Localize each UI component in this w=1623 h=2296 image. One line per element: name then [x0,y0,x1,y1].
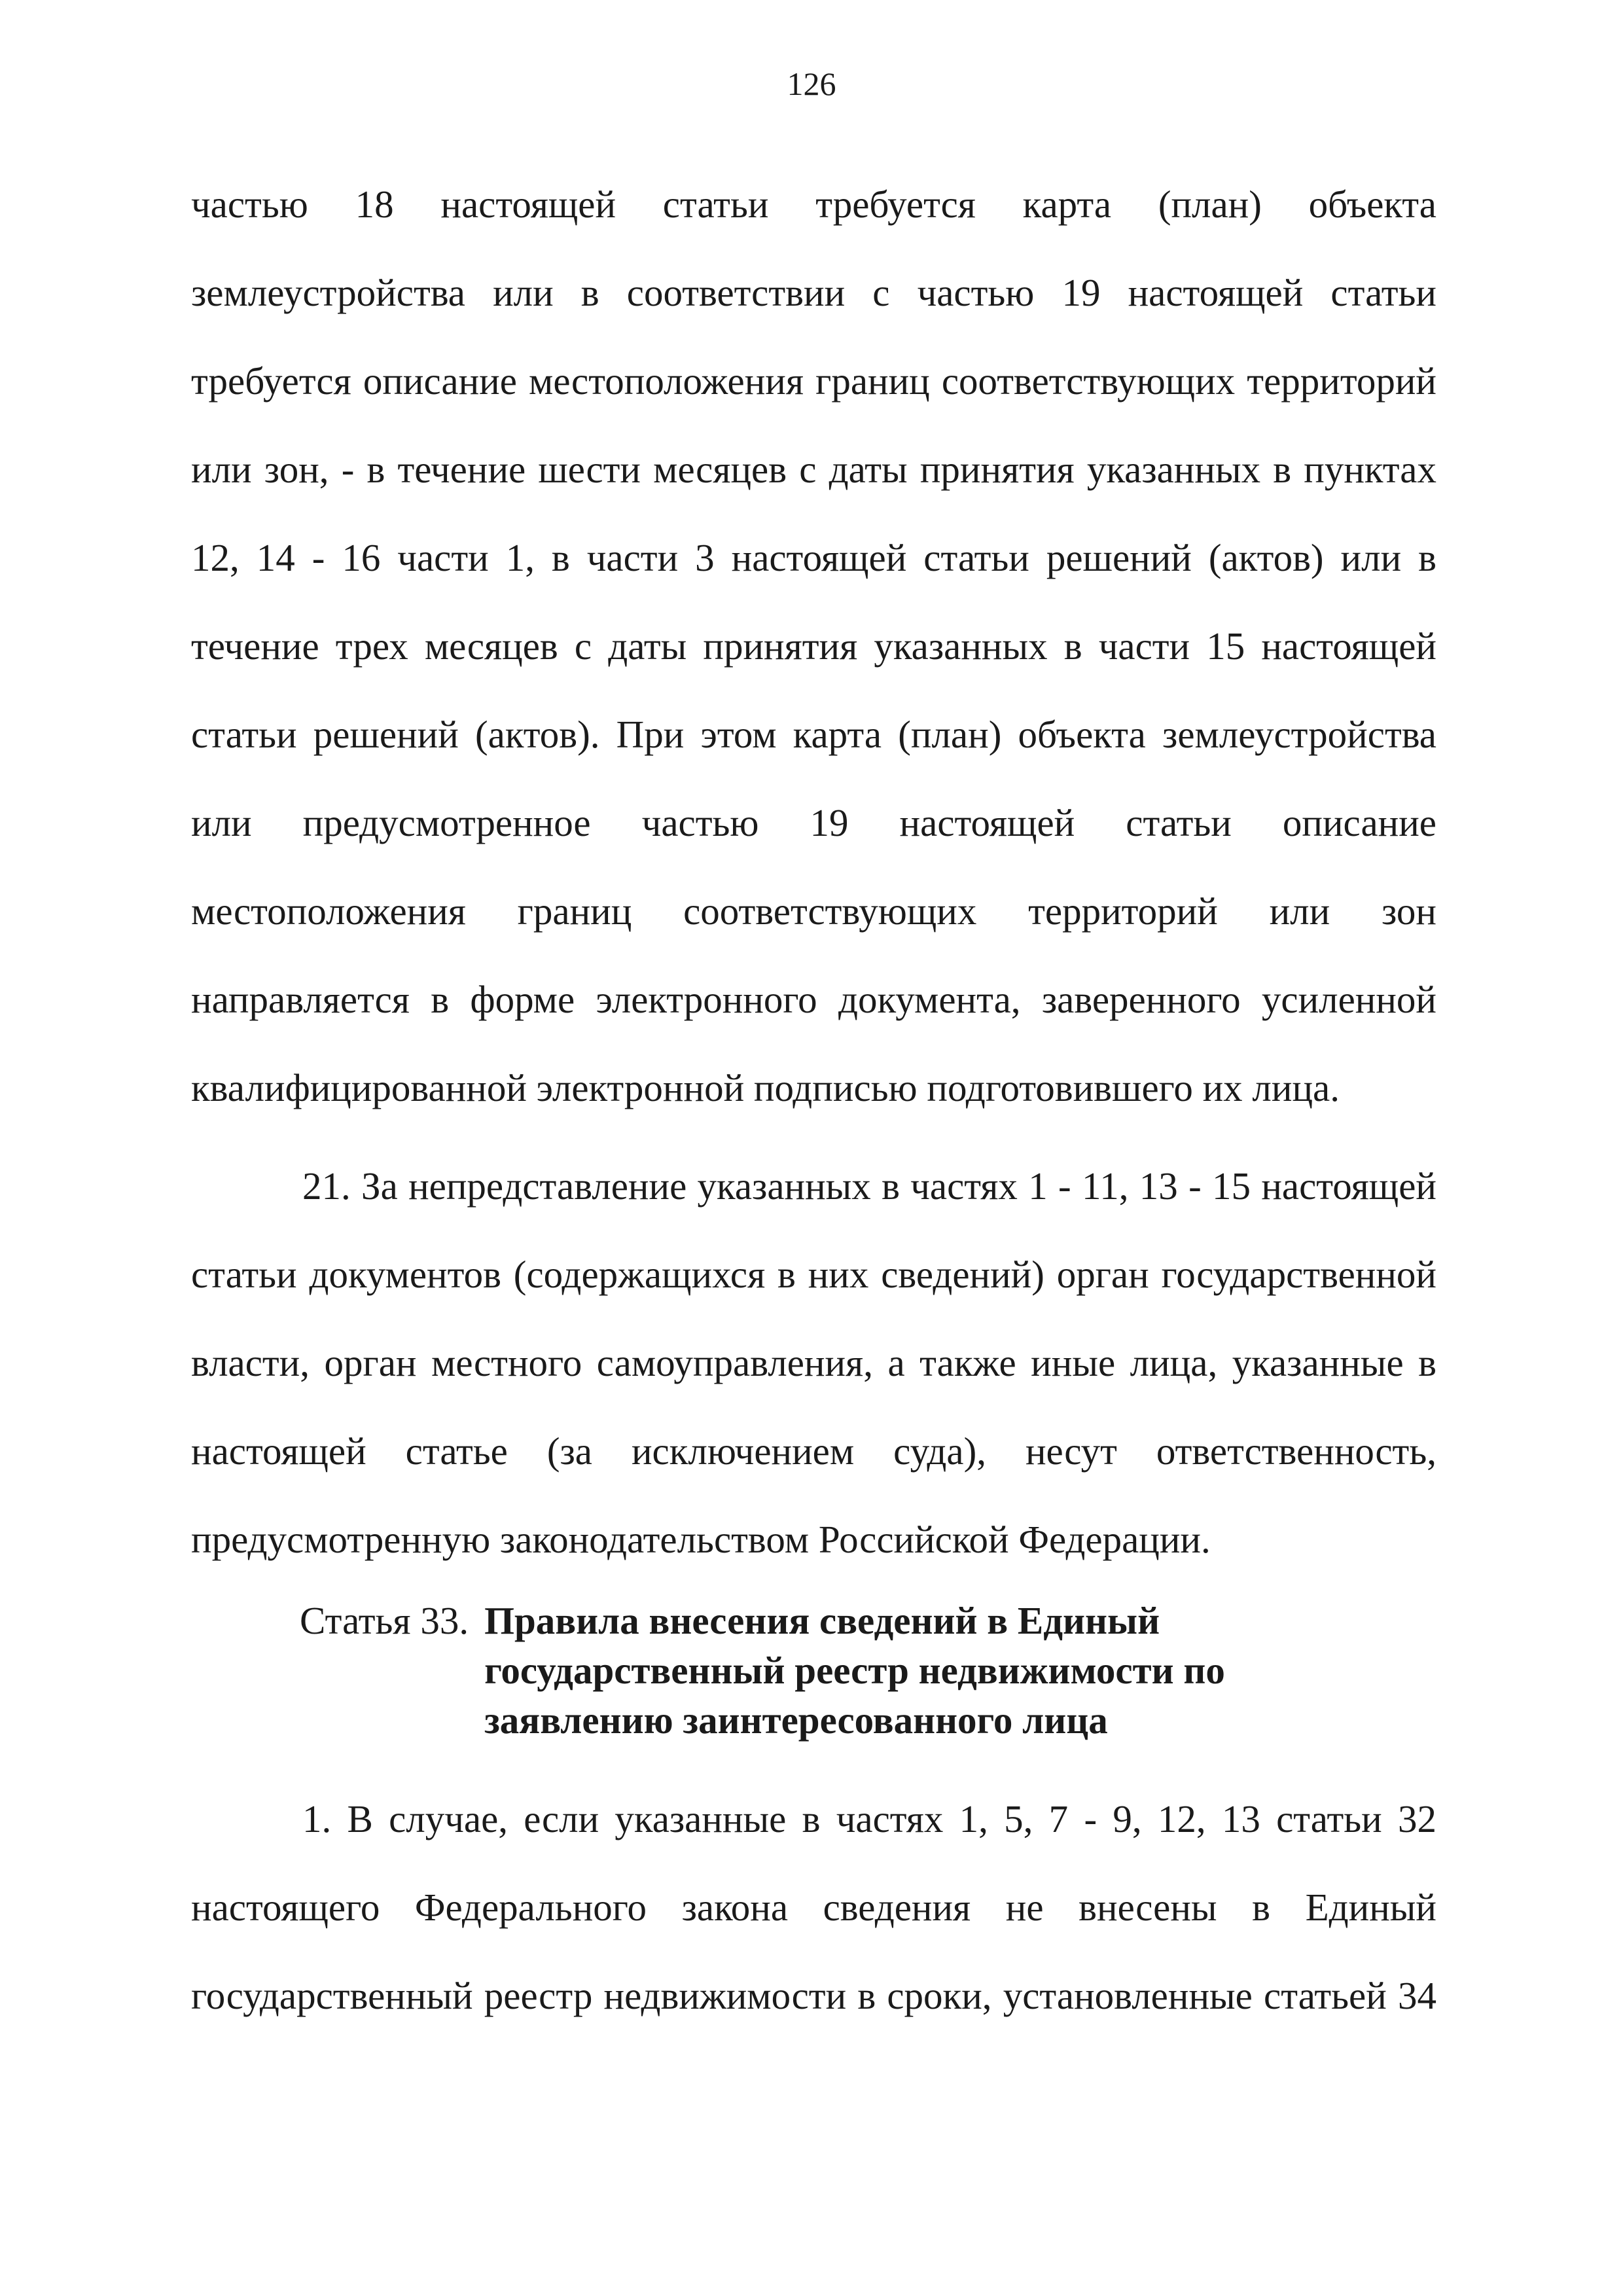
text-line: или предусмотренное частью 19 настоящей статьи описание [191,801,1436,844]
text-line: местоположения границ соответствующих территорий или зон [191,889,1436,933]
text-line: настоящей статье (за исключением суда), несут ответственность, [191,1429,1436,1473]
paragraph-21 [191,1142,1436,1584]
paragraph-1 [191,1775,1436,2040]
text-line: настоящего Федерального закона сведения не внесены в Единый [191,1886,1436,1929]
continued-paragraph [191,160,1436,1132]
text-line: требуется описание местоположения границ соответствующих территорий [191,359,1436,403]
text-line: власти, орган местного самоуправления, а также иные лица, указанные в [191,1341,1436,1384]
article-heading [300,1596,1225,1745]
text-line: государственный реестр недвижимости в сроки, установленные статьей 34 [191,1974,1436,2017]
text-line: 21. За непредставление указанных в частях 1 - 11, 13 - 15 настоящей [302,1164,1436,1208]
text-line: предусмотренную законодательством Российской Федерации. [191,1518,1211,1561]
text-line: течение трех месяцев с даты принятия указанных в части 15 настоящей [191,624,1436,668]
text-line: направляется в форме электронного документа, заверенного усиленной [191,978,1436,1021]
article-title-line: заявлению заинтересованного лица [484,1698,1108,1742]
page-number: 126 [787,65,836,102]
text-line: статьи решений (актов). При этом карта (план) объекта землеустройства [191,713,1436,756]
text-line: статьи документов (содержащихся в них сведений) орган государственной [191,1253,1436,1296]
article-title-line: Правила внесения сведений в Единый [484,1599,1160,1642]
article-title-line: государственный реестр недвижимости по [484,1649,1225,1692]
text-line: землеустройства или в соответствии с частью 19 настоящей статьи [191,271,1436,314]
article-title [484,1596,1225,1745]
text-line: или зон, - в течение шести месяцев с даты принятия указанных в пунктах [191,448,1436,491]
text-line: 1. В случае, если указанные в частях 1, 5, 7 - 9, 12, 13 статьи 32 [302,1797,1436,1840]
text-line: 12, 14 - 16 части 1, в части 3 настоящей статьи решений (актов) или в [191,536,1436,579]
text-line: квалифицированной электронной подписью подготовившего их лица. [191,1066,1340,1109]
text-line: частью 18 настоящей статьи требуется карта (план) объекта [191,183,1436,226]
article-number: Статья 33. [300,1599,469,1642]
